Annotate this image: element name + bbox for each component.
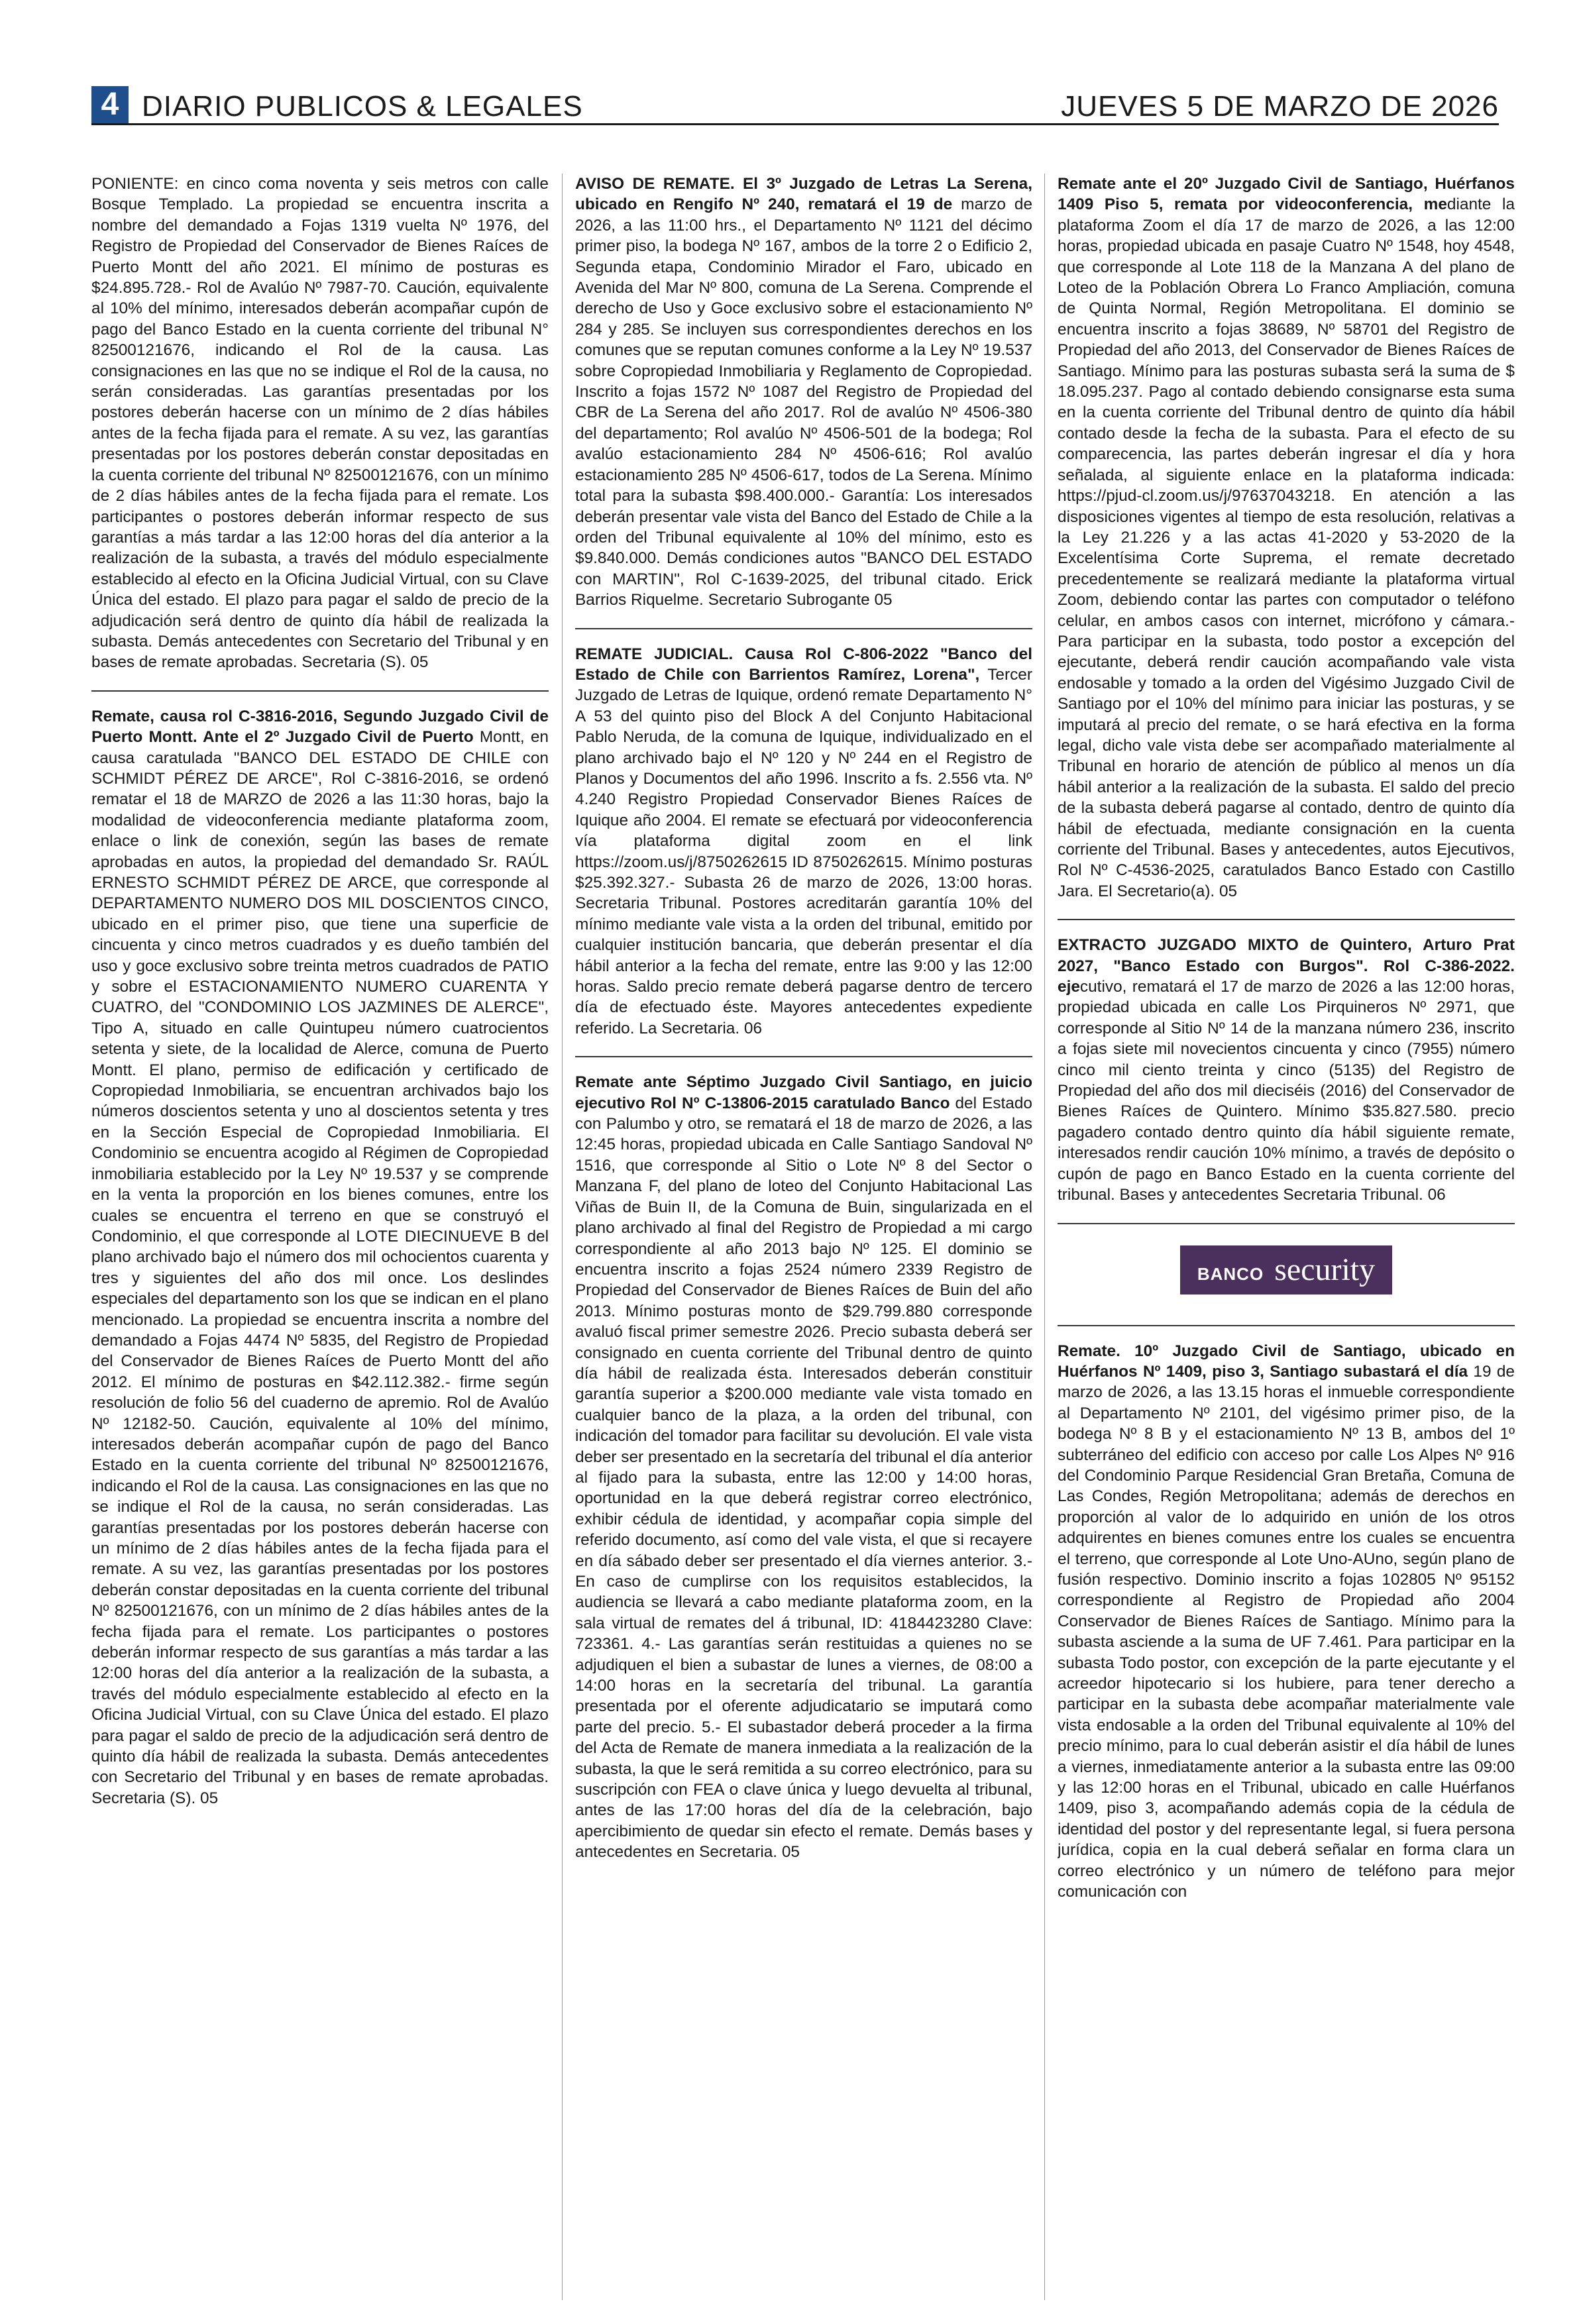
page-number: 4 — [91, 86, 129, 123]
notice-text — [1058, 1341, 1515, 1903]
notice-body: Tercer Juzgado de Letras de Iquique, ordenó remate Departamento N° A 53 del quinto piso del Block A del Conjunto Habitacional Pablo Neruda, de la comuna de Iquique, individualizado en el plano archivado bajo el Nº 120 y Nº 244 en el Registro de Planos y Documentos del año 1996. Inscrito a fs. 2.556 vta. Nº 4.240 Registro Propiedad Conservador Bienes Raíces de Iquique año 2004. El remate se efectuará por videoconferencia vía plataforma digital zoom en el link https://zoom.us/j/8750262615 ID 8750262615. Mínimo posturas $25.392.327.- Subasta 26 de marzo de 2026, 13:00 horas. Secretaria Tribunal. Postores acreditarán garantía 10% del mínimo mediante vale vista a la orden del tribunal, emitido por cualquier institución bancaria, que deberán presentar el día hábil anterior a la fecha del remate, entre las 9:00 y las 12:00 horas. Saldo precio remate deberá pagarse dentro de tercero día de efectuado éste. Mayores antecedentes expediente referido. La Secretaria. 06 — [575, 665, 1032, 1037]
legal-notice — [1058, 1341, 1515, 1903]
notice-lead: AVISO DE REMATE. El 3º Juzgado de Letras La Serena, ubicado en Rengifo Nº 240, rematará el 19 de — [575, 175, 1032, 214]
column-divider — [562, 174, 563, 2300]
notice-separator — [575, 1056, 1032, 1057]
notice-text — [575, 174, 1032, 611]
publication-name: DIARIO PUBLICOS & LEGALES — [142, 90, 583, 123]
notice-text — [1058, 174, 1515, 902]
notice-body: PONIENTE: en cinco coma noventa y seis metros con calle Bosque Templado. La propiedad se encuentra inscrita a nombre del demandado a Fojas 1319 vuelta Nº 1976, del Registro de Propiedad del Conservador de Bienes Raíces de Puerto Montt del año 2021. El mínimo de posturas es $24.895.728.- Rol de Avalúo Nº 7987-70. Caución, equivalente al 10% del mínimo, interesados deberán acompañar cupón de pago del Banco Estado en la cuenta corriente del tribunal N° 82500121676, indicando el Rol de la causa. Las consignaciones en las que no se indique el Rol de la causa, no serán consideradas. Las garantías presentadas por los postores deberán hacerse con un mínimo de 2 días hábiles antes de la fecha fijada para el remate. A su vez, las garantías presentadas por los postores deberán constar depositadas en la cuenta corriente del tribunal Nº 82500121676, con un mínimo de 2 días hábiles antes de la fecha fijada para el remate. Los participantes o postores deberán informar respecto de sus garantías a más tardar a las 12:00 horas del día anterior a la realización de la subasta, a través del módulo especialmente establecido al efecto en la Oficina Judicial Virtual, con su Clave Única del estado. El plazo para pagar el saldo de precio de la adjudicación será dentro de quinto día hábil de realizada la subasta. Demás antecedentes con Secretario del Tribunal y en bases de remate aprobadas. Secretaria (S). 05 — [91, 175, 549, 672]
notice-body: diante la plataforma Zoom el día 17 de marzo de 2026, a las 12:00 horas, propiedad ubicada en pasaje Cuatro Nº 1548, hoy 4548, que corresponde al Lote 118 de la Manzana A del plano de Loteo de la Población Obrera Lo Franco Ampliación, comuna de Quinta Normal, Región Metropolitana. El dominio se encuentra inscrito a fojas 38689, Nº 58701 del Registro de Propiedad del año 2013, del Conservador de Bienes Raíces de Santiago. Mínimo para las posturas subasta será la suma de $ 18.095.237. Pago al contado debiendo consignarse esta suma en la cuenta corriente del Tribunal dentro de quinto día hábil contado desde la fecha de la subasta. Para el efecto de su comparecencia, las partes deberán ingresar el día y hora señalada, al siguiente enlace en la plataforma indicada: https://pjud-cl.zoom.us/j/97637043218. En atención a las disposiciones vigentes al tiempo de esta resolución, relativas a la Ley 21.226 y a las actas 41-2020 y 53-2020 de la Excelentísima Corte Suprema, el remate decretado precedentemente se realizará mediante la plataforma virtual Zoom, debiendo contar las partes con computador o teléfono celular, en ambos casos con internet, micrófono y cámara.- Para participar en la subasta, todo postor a excepción del ejecutante, deberá rendir caución acompañando vale vista endosable y tomado a la orden del Vigésimo Juzgado Civil de Santiago por el 10% del mínimo para iniciar las posturas, y se imputará al precio del remate, o se hará efectiva en la forma legal, dicho vale vista debe ser acompañado materialmente al Tribunal en horario de atención de público al menos un día hábil anterior a la realización de la subasta. El saldo del precio de la subasta deberá pagarse al contado, dentro de quinto día hábil de efectuada, mediante consignación en la cuenta corriente del Tribunal. Bases y antecedentes, autos Ejecutivos, Rol Nº C-4536-2025, caratulados Banco Estado con Castillo Jara. El Secretario(a). 05 — [1058, 195, 1515, 900]
notice-text — [575, 1072, 1032, 1862]
column-3 — [1058, 174, 1515, 2307]
banco-security-logo-area — [1058, 1245, 1515, 1294]
notice-lead: REMATE JUDICIAL. Causa Rol C-806-2022 "Banco del Estado de Chile con Barrientos Ramírez, Lorena", — [575, 645, 1032, 684]
legal-notice — [91, 706, 549, 1809]
notice-text — [1058, 935, 1515, 1205]
legal-notice — [575, 644, 1032, 1039]
notice-body: cutivo, rematará el 17 de marzo de 2026 a las 12:00 horas, propiedad ubicada en calle Los Pirquineros Nº 2971, que corresponde al Sitio Nº 14 de la manzana número 236, inscrito a fojas siete mil novecientos cincuenta y cinco (7955) número cinco mil ciento treinta y cinco (5135) del Registro de Propiedad del año dos mil dieciséis (2016) del Conservador de Bienes Raíces de Quintero. Mínimo $35.827.580. precio pagadero contado dentro quinto día hábil siguiente remate, interesados rendir caución 10% mínimo, a través de depósito o cupón de pago en Banco Estado en la cuenta corriente del tribunal. Bases y antecedentes Secretaria Tribunal. 06 — [1058, 978, 1515, 1204]
column-1 — [91, 174, 549, 2307]
logo-banco-text: BANCO — [1197, 1263, 1264, 1284]
legal-notice — [575, 174, 1032, 611]
notice-separator — [1058, 1223, 1515, 1224]
notice-body: del Estado con Palumbo y otro, se rematará el 18 de marzo de 2026, a las 12:45 horas, propiedad ubicada en Calle Santiago Sandoval Nº 1516, que corresponde al Sitio o Lote Nº 8 del Sector o Manzana F, del plano de loteo del Conjunto Habitacional Las Viñas de Buin II, de la Comuna de Buin, singularizada en el plano archivado al final del Registro de Propiedad a mi cargo correspondiente al año 2013 bajo Nº 125. El dominio se encuentra inscrito a fojas 2524 número 2339 Registro de Propiedad del Conservador de Bienes Raíces de Buin del año 2013. Mínimo posturas monto de $29.799.880 corresponde avaluó fiscal primer semestre 2026. Precio subasta deberá ser consignado en cuenta corriente del Tribunal dentro de quinto día hábil de realizada ésta. Interesados deberán constituir garantía superior a $200.000 mediante vale vista tomado en cualquier banco de la plaza, a la orden del tribunal, con indicación del tomador para facilitar su devolución. El vale vista deber ser presentado en la secretaría del tribunal el día anterior al fijado para la subasta, entre las 12:00 y 14:00 horas, oportunidad en la que deberá registrar correo electrónico, exhibir cédula de identidad, y acompañar copia simple del referido documento, así como del vale vista, el que si recayere en día sábado deber ser presentado el día viernes anterior. 3.- En caso de cumplirse con los requisitos establecidos, la audiencia se llevará a cabo mediante plataforma zoom, en la sala virtual de remates del á tribunal, ID: 4184423280 Clave: 723361. 4.- Las garantías serán restituidas a quienes no se adjudiquen el bien a subastar de lunes a viernes, de 08:00 a 14:00 horas en la secretaría del tribunal. La garantía presentada por el oferente adjudicatario se imputará como parte del precio. 5.- El subastador deberá proceder a la firma del Acta de Remate de manera inmediata a la realización de la subasta, la que le será remitida a su correo electrónico, para su suscripción con FEA o clave única y luego devuelta al tribunal, antes de las 17:00 horas del día de la celebración, bajo apercibimiento de quedar sin efecto el remate. Demás bases y antecedentes en Secretaria. 05 — [575, 1094, 1032, 1862]
column-2 — [575, 174, 1032, 2307]
column-divider — [1044, 174, 1045, 2300]
notice-body: 19 de marzo de 2026, a las 13.15 horas el inmueble correspondiente al Departamento Nº 2101, del vigésimo primer piso, de la bodega Nº 8 B y el estacionamiento Nº 13 B, ambos del 1º subterráneo del edificio con acceso por calle Los Alpes Nº 916 del Condominio Parque Residencial Gran Bretaña, Comuna de Las Condes, Región Metropolitana; además de derechos en proporción al valor de lo adquirido en unión de los otros adquirentes en bienes comunes entre los cuales se encuentra el terreno, que corresponde al Lote Uno-AUno, según plano de fusión respectivo. Dominio inscrito a fojas 102805 Nº 95152 correspondiente al Registro de Propiedad año 2004 Conservador de Bienes Raíces de Santiago. Mínimo para la subasta asciende a la suma de UF 7.461. Para participar en la subasta Todo postor, con excepción de la parte ejecutante y el acreedor hipotecario si los hubiere, para tener derecho a participar en la subasta debe acompañar materialmente vale vista endosable a la orden del Tribunal equivalente al 10% del precio mínimo, para lo cual deberán asistir el día hábil de lunes a viernes, inmediatamente anterior a la subasta entre las 09:00 y las 12:00 horas en el Tribunal, ubicado en calle Huérfanos 1409, piso 3, acompañando además copia de la cédula de identidad del postor y del representante legal, si fuera persona jurídica, copia en la cual deberá señalar en forma clara un correo electrónico y un número de teléfono para mejor comunicación con — [1058, 1362, 1515, 1901]
legal-notice — [1058, 174, 1515, 902]
notice-lead: EXTRACTO JUZGADO MIXTO de Quintero, Arturo Prat 2027, "Banco Estado con Burgos". Rol C-386-2022. eje — [1058, 936, 1515, 996]
notice-text — [91, 174, 549, 673]
notice-body: marzo de 2026, a las 11:00 hrs., el Departamento Nº 1121 del décimo primer piso, la bodega Nº 167, ambos de la torre 2 o Edificio 2, Segunda etapa, Condominio Mirador el Faro, ubicado en Avenida del Mar Nº 800, comuna de La Serena. Comprende el derecho de Uso y Goce exclusivo sobre el estacionamiento Nº 284 y 285. Se incluyen sus correspondientes derechos en los comunes que se reputan comunes conforme a la Ley Nº 19.537 sobre Copropiedad Inmobiliaria y Reglamento de Copropiedad. Inscrito a fojas 1572 Nº 1087 del Registro de Propiedad del CBR de La Serena del año 2017. Rol de avalúo Nº 4506-380 del departamento; Rol avalúo Nº 4506-501 de la bodega; Rol avalúo estacionamiento 284 Nº 4506-616; Rol avalúo estacionamiento 285 Nº 4506-617, todos de La Serena. Mínimo total para la subasta $98.400.000.- Garantía: Los interesados deberán presentar vale vista del Banco del Estado de Chile a la orden del Tribunal equivalente al 10% del mínimo, esto es $9.840.000. Demás condiciones autos "BANCO DEL ESTADO con MARTIN", Rol C-1639-2025, del tribunal citado. Erick Barrios Riquelme. Secretario Subrogante 05 — [575, 195, 1032, 609]
notice-separator — [1058, 1325, 1515, 1326]
page-header — [91, 82, 1499, 125]
banco-security-logo — [1180, 1245, 1392, 1294]
publication-date: JUEVES 5 DE MARZO DE 2026 — [1061, 90, 1499, 123]
notice-lead: Remate ante Séptimo Juzgado Civil Santiago, en juicio ejecutivo Rol Nº C-13806-2015 caratulado Banco — [575, 1073, 1032, 1112]
legal-notice — [91, 174, 549, 673]
notice-lead: Remate. 10º Juzgado Civil de Santiago, ubicado en Huérfanos Nº 1409, piso 3, Santiago subastará el día — [1058, 1342, 1515, 1381]
notice-body: Montt, en causa caratulada "BANCO DEL ESTADO DE CHILE con SCHMIDT PÉREZ DE ARCE", Rol C-3816-2016, se ordenó rematar el 18 de MARZO de 2026 a las 11:30 horas, bajo la modalidad de videoconferencia mediante plataforma zoom, enlace o link de conexión, según las bases de remate aprobadas en autos, la propiedad del demandado Sr. RAÚL ERNESTO SCHMIDT PÉREZ DE ARCE, que corresponde al DEPARTAMENTO NUMERO DOS MIL DOSCIENTOS CINCO, ubicado en el primer piso, que tiene una superficie de cincuenta y cinco metros cuadrados y es dueño también del uso y goce exclusivo sobre treinta metros cuadrados de PATIO y sobre el ESTACIONAMIENTO NUMERO CUARENTA Y CUATRO, del "CONDOMINIO LOS JAZMINES DE ALERCE", Tipo A, situado en calle Quintupeu número cuatrocientos setenta y siete, de la localidad de Alerce, comuna de Puerto Montt. El plano, permiso de edificación y certificado de Copropiedad Inmobiliaria, se encuentran archivados bajo los números doscientos setenta y uno al doscientos setenta y tres en la Sección Especial de Copropiedad Inmobiliaria. El Condominio se encuentra acogido al Régimen de Copropiedad inmobiliaria establecido por la Ley Nº 19.537 y se comprende en la venta la proporción en los bienes comunes, entre los cuales se encuentra el terreno en que se construyó el Condominio, el que corresponde al LOTE DIECINUEVE B del plano archivado bajo el número dos mil ochocientos cuarenta y tres y siguientes del año dos mil once. Los deslindes especiales del departamento son los que se indican en el plano mencionado. La propiedad se encuentra inscrita a nombre del demandado a Fojas 4474 Nº 5835, del Registro de Propiedad del Conservador de Bienes Raíces de Puerto Montt del año 2012. El mínimo de posturas en $42.112.382.- firme según resolución de folio 56 del cuaderno de apremio. Rol de Avalúo Nº 12182-50. Caución, equivalente al 10% del mínimo, interesados deberán acompañar cupón de pago del Banco Estado en la cuenta corriente del tribunal Nº 82500121676, indicando el Rol de la causa. Las consignaciones en las que no se indique el Rol de la causa, no serán consideradas. Las garantías presentadas por los postores deberán hacerse con un mínimo de 2 días hábiles antes de la fecha fijada para el remate. A su vez, las garantías presentadas por los postores deberán constar depositadas en la cuenta corriente del tribunal Nº 82500121676, con un mínimo de 2 días hábiles antes de la fecha fijada para el remate. Los participantes o postores deberán informar respecto de sus garantías a más tardar a las 12:00 horas del día anterior a la realización de la subasta, a través del módulo especialmente establecido al efecto en la Oficina Judicial Virtual, con su Clave Única del estado. El plazo para pagar el saldo de precio de la adjudicación será dentro de quinto día hábil de realizada la subasta. Demás antecedentes con Secretario del Tribunal y en bases de remate aprobadas. Secretaria (S). 05 — [91, 728, 549, 1807]
notice-lead: Remate ante el 20º Juzgado Civil de Santiago, Huérfanos 1409 Piso 5, remata por videoconferencia, me — [1058, 175, 1515, 214]
legal-notice — [575, 1072, 1032, 1862]
notice-text — [91, 706, 549, 1809]
notice-separator — [1058, 919, 1515, 920]
logo-security-text: security — [1274, 1251, 1376, 1287]
legal-notice — [1058, 935, 1515, 1205]
notice-separator — [91, 690, 549, 692]
notice-lead: Remate, causa rol C-3816-2016, Segundo Juzgado Civil de Puerto Montt. Ante el 2º Juzgado Civil de Puerto — [91, 707, 549, 747]
notice-text — [575, 644, 1032, 1039]
notice-separator — [575, 628, 1032, 629]
